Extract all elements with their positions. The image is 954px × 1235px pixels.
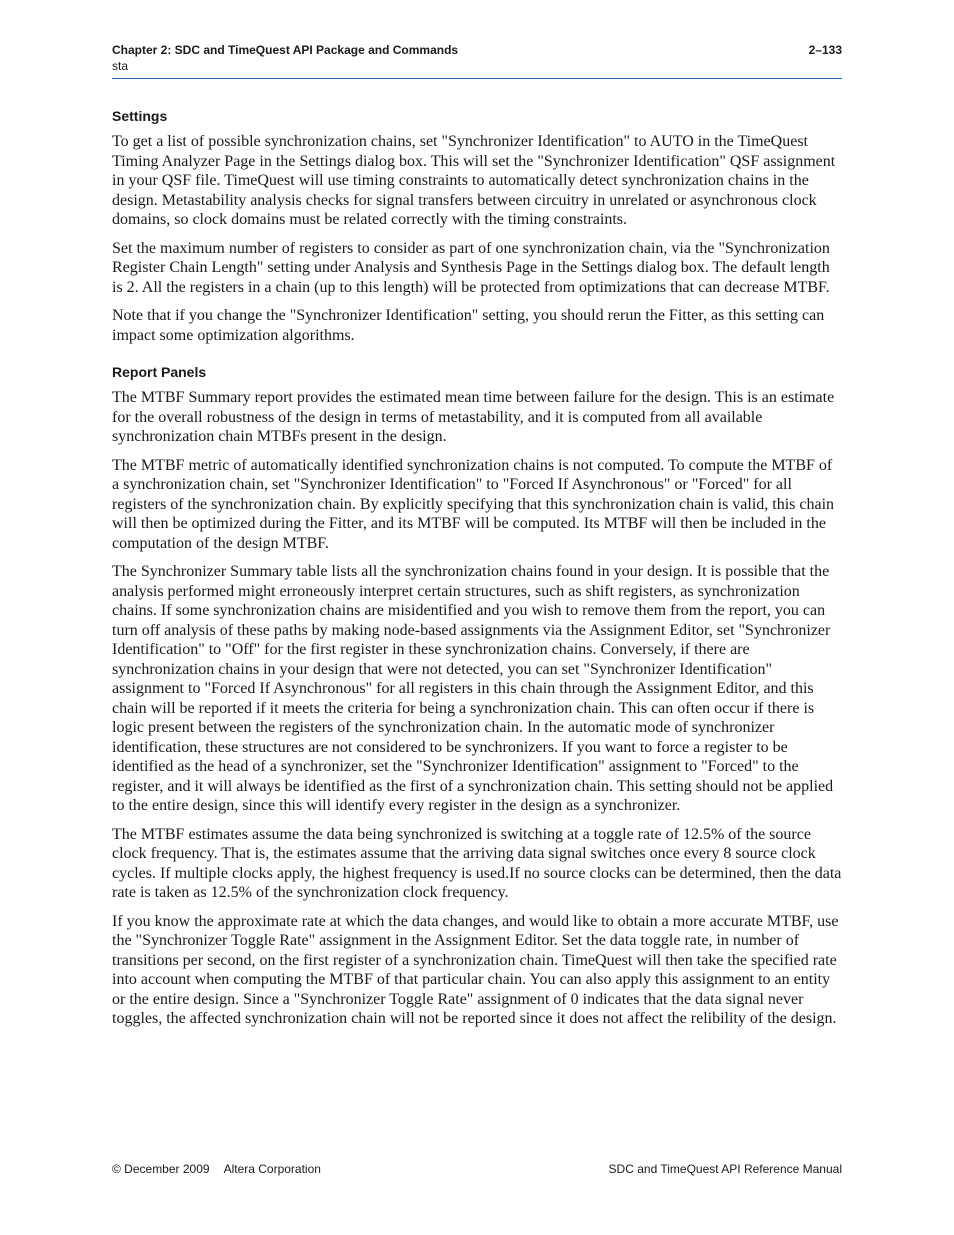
chapter-title: Chapter 2: SDC and TimeQuest API Package and Commands	[112, 43, 459, 57]
page-content	[112, 106, 842, 1038]
report-panels-heading: Report Panels	[112, 364, 207, 380]
paragraph: The MTBF metric of automatically identified synchronization chains is not computed. To compute the MTBF of a synchronization chain, set "Synchronizer Identification" to "Forced If Asynchronous" or "Forced" for all registers of the synchronization chain. By explicitly specifying that this synchronization chain is valid, this chain will then be optimized during the Fitter, and its MTBF will be computed. Its MTBF will then be included in the computation of the design MTBF.	[112, 456, 835, 552]
page-header	[112, 42, 842, 79]
footer-manual-title: SDC and TimeQuest API Reference Manual	[608, 1162, 842, 1176]
paragraph: The Synchronizer Summary table lists all the synchronization chains found in your design. It is possible that the analysis performed might erroneously interpret certain structures, such as shift registers, as synchronization chains. If some synchronization chains are misidentified and you wish to remove them from the report, you can turn off analysis of these paths by making node-based assignments via the Assignment Editor, set "Synchronizer Identification" to "Off" for the first register in these synchronization chains. Conversely, if there are synchronization chains in your design that were not detected, you can set "Synchronizer Identification" assignment to "Forced If Asynchronous" for all registers in this chain through the Assignment Editor, and this chain will be reported if it meets the criteria for being a synchronization chain. This can often occur if there is logic present between the registers of the synchronization chain. In the automatic mode of synchronizer identification, these structures are not considered to be synchronizers. If you want to force a register to be identified as the head of a synchronizer, set the "Synchronizer Identification" assignment to "Forced" to the register, and it will always be identified as the first of a synchronization chain. This setting should not be applied to the entire design, since this will identify every register in the design as a synchronizer.	[112, 563, 834, 814]
page-number: 2–133	[808, 43, 842, 57]
paragraph: The MTBF Summary report provides the estimated mean time between failure for the design. This is an estimate for the overall robustness of the design in terms of metastability, and it is computed from all available synchronization chain MTBFs present in the design.	[112, 389, 835, 445]
report-panels-section	[112, 362, 842, 1029]
footer-left	[112, 1162, 321, 1176]
paragraph: Note that if you change the "Synchronizer Identification" setting, you should rerun the Fitter, as this setting can impact some optimization algorithms.	[112, 307, 825, 344]
paragraph: To get a list of possible synchronization chains, set "Synchronizer Identification" to AUTO in the TimeQuest Timing Analyzer Page in the Settings dialog box. This will set the "Synchronizer Identification" QSF assignment in your QSF file. TimeQuest will use timing constraints to automatically detect synchronization chains in the design. Metastability analysis checks for signal transfers between circuitry in unrelated or asynchronous clock domains, so clock domains must be related correctly with the timing constraints.	[112, 133, 836, 228]
paragraph: The MTBF estimates assume the data being synchronized is switching at a toggle rate of 12.5% of the source clock frequency. That is, the estimates assume that the arriving data signal switches once every 8 source clock cycles. If multiple clocks apply, the highest frequency is used.If no source clocks can be determined, then the data rate is taken as 12.5% of the synchronization clock frequency.	[112, 825, 842, 901]
footer-date: © December 2009	[112, 1162, 210, 1176]
footer-company: Altera Corporation	[223, 1162, 321, 1176]
settings-section	[112, 106, 842, 345]
settings-heading: Settings	[112, 108, 168, 124]
paragraph: Set the maximum number of registers to consider as part of one synchronization chain, via the "Synchronization Register Chain Length" setting under Analysis and Synthesis Page in the Settings dialog box. The default length is 2. All the registers in a chain (up to this length) will be protected from optimizations that can decrease MTBF.	[112, 239, 830, 296]
paragraph: If you know the approximate rate at which the data changes, and would like to obtain a more accurate MTBF, use the "Synchronizer Toggle Rate" assignment in the Assignment Editor. Set the data toggle rate, in number of transitions per second, on the first register of a synchronization chain. TimeQuest will then take the specified rate into account when computing the MTBF of that particular chain. You can also apply this assignment to an entity or the entire design. Since a "Synchronizer Toggle Rate" assignment of 0 indicates that the data signal never toggles, the affected synchronization chain will not be reported since it does not affect the relibility of the design.	[112, 912, 839, 1027]
section-name: sta	[112, 59, 129, 73]
